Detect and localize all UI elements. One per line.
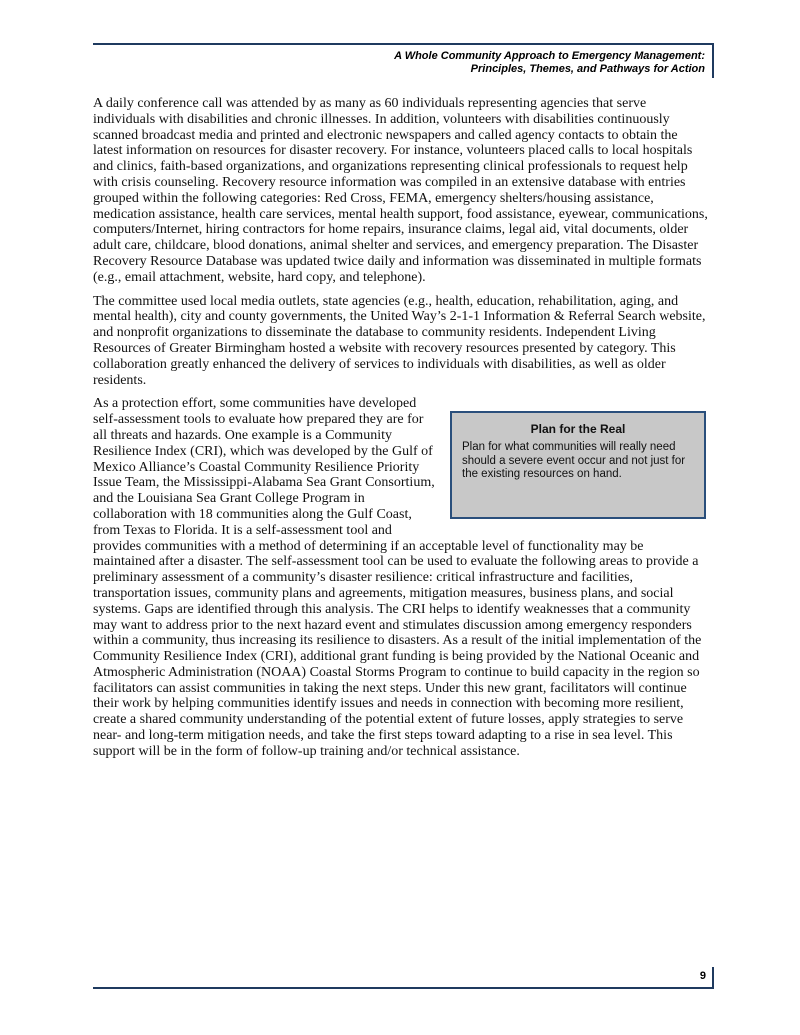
callout-title: Plan for the Real bbox=[530, 422, 626, 437]
paragraph-2: The committee used local media outlets, state agencies (e.g., health, education, rehabilitation, aging, and mental health), city and county governments, the United Way’s 2-1-1 Information & Referral Search website, and nonprofit organizations to disseminate the database to community residents. Independent Living Resources of Greater Birmingham hosted a website with recovery resources presented by category. This collaboration greatly enhanced the delivery of services to individuals with disabilities, as well as older residents. bbox=[93, 293, 706, 388]
footer-rule bbox=[93, 987, 714, 989]
running-header bbox=[300, 50, 705, 76]
paragraph-1: A daily conference call was attended by as many as 60 individuals representing agencies that serve individuals with disabilities and chronic illnesses. In addition, volunteers with disabilities continuously scanned broadcast media and printed and electronic newspapers and called agency contacts to obtain the latest information on resources for disaster recovery. For instance, volunteers placed calls to local hospitals and clinics, faith-based organizations, and organizations representing clinical professionals to request help with crisis counseling. Recovery resource information was compiled in an extensive database with entries grouped within the following categories: Red Cross, FEMA, emergency shelters/housing assistance, medication assistance, health care services, mental health support, food assistance, eyewear, communications, computers/Internet, hiring contractors for home repairs, insurance claims, legal aid, vital documents, older adult care, childcare, blood donations, animal shelter and services, and emergency preparation. The Disaster Recovery Resource Database was updated twice daily and information was disseminated in multiple formats (e.g., email attachment, website, hard copy, and telephone). bbox=[93, 96, 708, 285]
callout-text: Plan for what communities will really need should a severe event occur and not just for the existing resources on hand. bbox=[462, 441, 686, 481]
body-text bbox=[93, 96, 709, 768]
header-title-line1: A Whole Community Approach to Emergency Management: bbox=[394, 50, 705, 62]
paragraph-3: As a protection effort, some communities have developed self-assessment tools to evaluate how prepared they are for all threats and hazards. One example is a Community Resilience Index (CRI), which was developed by the Gulf of Mexico Alliance’s Coastal Community Resilience Priority Issue Team, the Mississippi-Alabama Sea Grant Consortium, and the Louisiana Sea Grant College Program in collaboration with 18 communities along the Gulf Coast, from Texas to Florida. It is a self-assessment tool and provides communities with a method of determining if an acceptable level of functionality may be maintained after a disaster. The self-assessment tool can be used to evaluate the following areas to provide a preliminary assessment of a community’s disaster resilience: critical infrastructure and facilities, transportation issues, community plans and agreements, mitigation measures, business plans, and social systems. Gaps are identified through this analysis. The CRI helps to identify weaknesses that a community may want to address prior to the next hazard event and stimulates discussion among emergency responders within a community, thus increasing its resilience to disasters. As a result of the initial implementation of the Community Resilience Index (CRI), additional grant funding is being provided by the National Oceanic and Atmospheric Administration (NOAA) Coastal Storms Program to continue to build capacity in the region so facilitators can assist communities in taking the next steps. Under this new grant, facilitators will continue their work by helping communities identify issues and needs in connection with becoming more resilient, create a shared community understanding of the potential extent of future losses, apply strategies to serve near- and long-term mitigation needs, and take the first steps toward adapting to a rise in sea level. This support will be in the form of follow-up training and/or technical assistance. bbox=[93, 396, 702, 759]
header-title-line2: Principles, Themes, and Pathways for Action bbox=[470, 63, 705, 75]
page-number: 9 bbox=[699, 970, 706, 982]
header-vertical-rule bbox=[712, 43, 714, 78]
callout-box bbox=[450, 411, 706, 519]
footer-vertical-rule bbox=[712, 967, 714, 988]
header-rule bbox=[93, 43, 714, 45]
